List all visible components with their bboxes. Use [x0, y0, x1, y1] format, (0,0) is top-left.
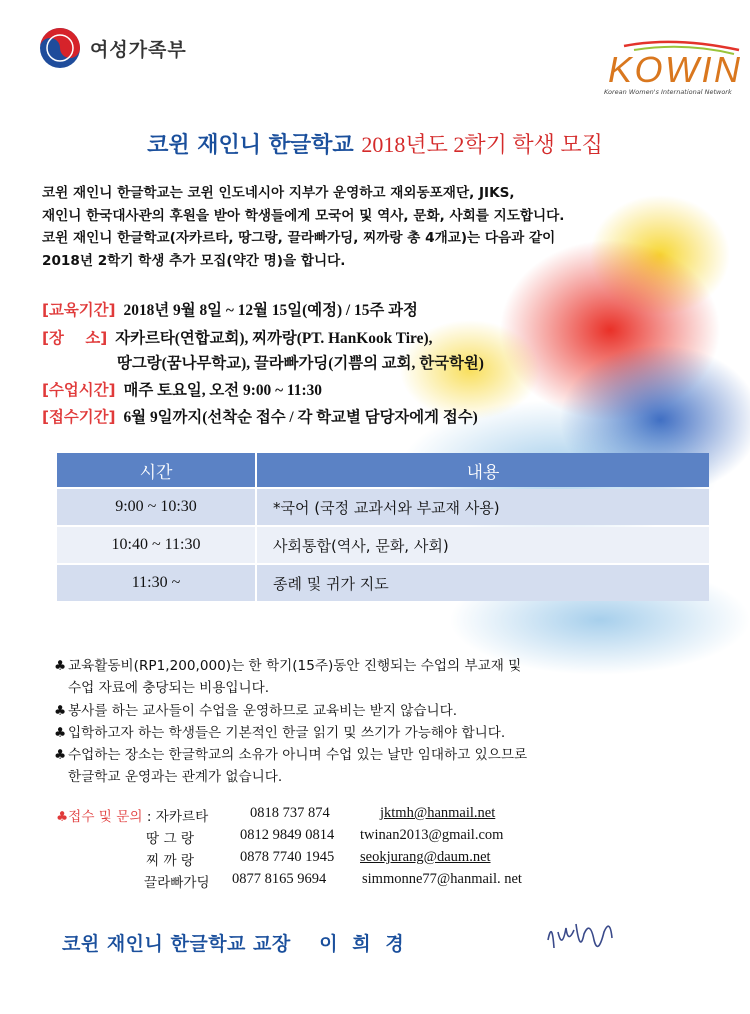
info-place-line2 — [117, 351, 484, 373]
table-row — [57, 565, 709, 601]
note-text: 교육활동비(RP1,200,000)는 한 학기(15주)동안 진행되는 수업의 부교재 및 — [68, 658, 522, 674]
intro-line: 코윈 재인니 한글학교(자카르타, 땅그랑, 끌라빠가딩, 찌까랑 총 4개교)는 다음과 같이 — [42, 230, 556, 246]
contact-place: 자카르타 — [155, 809, 209, 825]
info-key: [접수기간] — [42, 408, 116, 426]
note-item — [54, 744, 694, 766]
notes-list — [54, 655, 694, 789]
contact-email[interactable]: jktmh@hanmail.net — [380, 805, 496, 821]
club-icon: ♣ — [54, 702, 67, 719]
note-item — [54, 700, 694, 722]
note-text: 수업하는 장소는 한글학교의 소유가 아니며 수업 있는 날만 임대하고 있으므로 — [68, 747, 528, 764]
note-text: 입학하고자 하는 학생들은 기본적인 한글 읽기 및 쓰기가 가능해야 합니다. — [68, 724, 506, 741]
info-apply-period — [42, 405, 478, 427]
kowin-wordmark — [604, 40, 744, 88]
club-icon: ♣ — [54, 724, 67, 741]
info-key: [교육기간] — [42, 301, 116, 319]
table-row — [57, 527, 709, 563]
intro-line: 2018년 2학기 학생 추가 모집(약간 명)을 합니다. — [42, 252, 346, 269]
info-period — [42, 298, 418, 320]
ministry-name: 여성가족부 — [90, 38, 187, 61]
contact-place: 땅 그 랑 — [146, 831, 195, 847]
row-time: 10:40 ~ 11:30 — [57, 527, 255, 563]
contact-phone: 0818 737 874 — [250, 805, 330, 821]
row-time: 11:30 ~ — [57, 565, 255, 601]
info-value: 자카르타(연합교회), 찌까랑(PT. HanKook Tire), — [115, 330, 433, 347]
handwritten-signature — [540, 910, 620, 970]
schedule-table — [55, 451, 711, 603]
info-class-time — [42, 378, 322, 400]
table-header-content: 내용 — [257, 453, 709, 487]
kowin-logo — [604, 40, 744, 104]
note-text: 수업 자료에 충당되는 비용입니다. — [68, 680, 270, 697]
title-korean: 코윈 재인니 한글학교 — [147, 133, 354, 158]
contact-label: ♣접수 및 문의 — [56, 809, 143, 825]
contact-phone: 0878 7740 1945 — [240, 849, 335, 865]
note-item — [54, 655, 694, 677]
contact-email[interactable]: twinan2013@gmail.com — [360, 827, 504, 843]
note-text: 한글학교 운영과는 관계가 없습니다. — [68, 769, 283, 786]
info-place — [42, 326, 432, 348]
table-header-row — [57, 453, 709, 487]
kowin-subtitle: Korean Women's International Network — [604, 88, 732, 96]
title-rest: 2018년도 2학기 학생 모집 — [361, 132, 603, 157]
intro-line: 코윈 재인니 한글학교는 코윈 인도네시아 지부가 운영하고 재외동포재단, JIKS, — [42, 185, 515, 201]
table-row — [57, 489, 709, 525]
kowin-logo-text: KOWIN — [608, 49, 740, 88]
row-time: 9:00 ~ 10:30 — [57, 489, 255, 525]
intro-line: 재인니 한국대사관의 후원을 받아 학생들에게 모국어 및 역사, 문화, 사회를 지도합니다. — [42, 207, 565, 224]
contact-place: 끌라빠가딩 — [144, 875, 210, 891]
contact-email[interactable]: seokjurang@daum.net — [360, 849, 491, 865]
club-icon: ♣ — [54, 747, 67, 764]
table-header-time: 시간 — [57, 453, 255, 487]
info-key: [수업시간] — [42, 381, 116, 399]
info-key: [장 소] — [42, 329, 108, 347]
intro-paragraph — [42, 182, 702, 272]
info-value: 매주 토요일, 오전 9:00 ~ 11:30 — [123, 382, 322, 399]
contact-place: 찌 까 랑 — [146, 853, 195, 869]
row-content: 종례 및 귀가 지도 — [257, 565, 709, 601]
page-title — [0, 128, 750, 159]
contact-phone: 0812 9849 0814 — [240, 827, 335, 843]
info-value: 땅그랑(꿈나무학교), 끌라빠가딩(기쁨의 교회, 한국학원) — [117, 355, 484, 372]
note-item — [54, 722, 694, 744]
taegeuk-emblem-icon — [38, 26, 82, 70]
row-content: 사회통합(역사, 문화, 사회) — [257, 527, 709, 563]
contact-row — [56, 805, 208, 825]
row-content: *국어 (국정 교과서와 부교재 사용) — [257, 489, 709, 525]
contact-phone: 0877 8165 9694 — [232, 871, 327, 887]
contact-email[interactable]: simmonne77@hanmail. net — [362, 871, 522, 887]
info-value: 2018년 9월 8일 ~ 12월 15일(예정) / 15주 과정 — [123, 302, 418, 319]
club-icon: ♣ — [54, 658, 67, 674]
contact-colon: : — [142, 809, 156, 825]
info-value: 6월 9일까지(선착순 접수 / 각 학교별 담당자에게 접수) — [123, 409, 478, 426]
note-text: 봉사를 하는 교사들이 수업을 운영하므로 교육비는 받지 않습니다. — [68, 702, 458, 719]
ministry-logo — [38, 26, 187, 70]
principal-signoff: 코윈 재인니 한글학교 교장 이 희 경 — [62, 933, 405, 955]
